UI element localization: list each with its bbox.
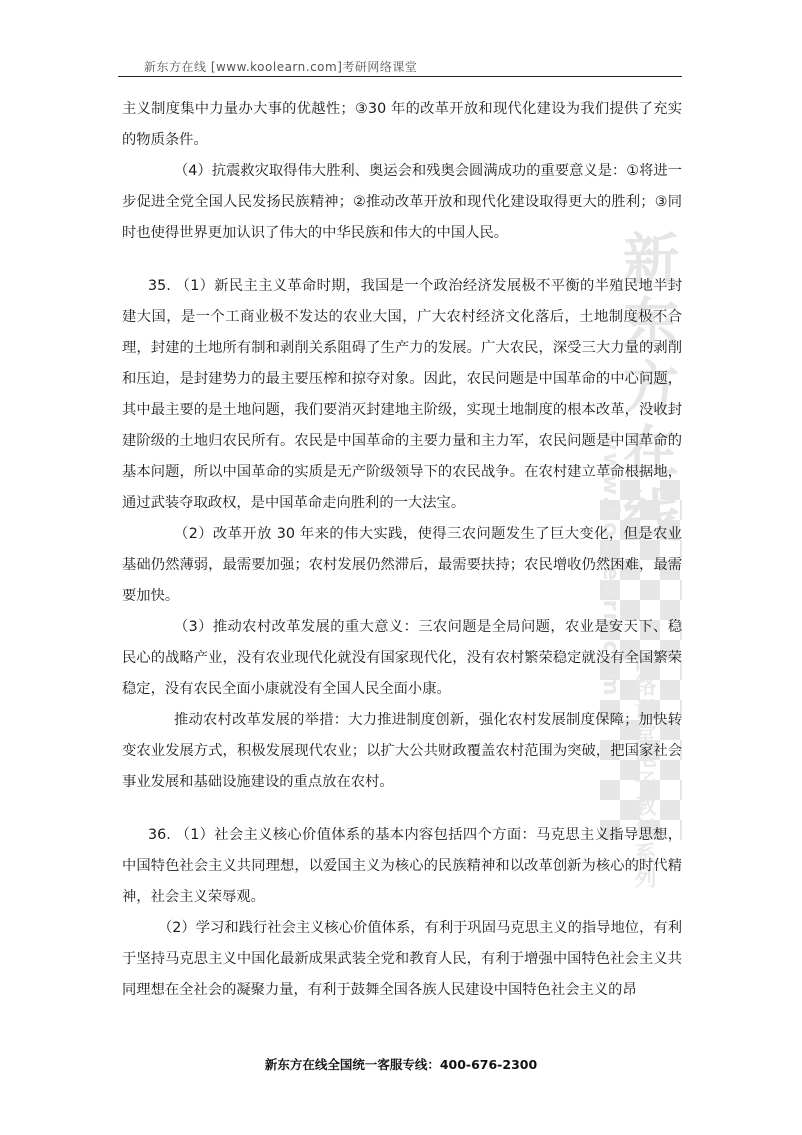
- paragraph: 推动农村改革发展的举措：大力推进制度创新，强化农村发展制度保障；加快转变农业发展方式，积极发展现代农业；以扩大公共财政覆盖农村范围为突破，把国家社会事业发展和基础设施建设的重点放在农村。: [122, 712, 682, 790]
- paragraph: （3）推动农村改革发展的重大意义：三农问题是全局问题，农业是安天下、稳民心的战略产业，没有农业现代化就没有国家现代化，没有农村繁荣稳定就没有全国繁荣稳定，没有农民全面小康就没有全国人民全面小康。: [122, 619, 682, 697]
- watermark-title: 新东方在线: [614, 230, 679, 550]
- paragraph-q35: 35. （1）新民主主义革命时期，我国是一个政治经济发展极不平衡的半殖民地半封建大国，是一个工商业极不发达的农业大国，广大农村经济文化落后，土地制度极不合理，封建的土地所有制和剥削关系阻碍了生产力的发展。广大农民，深受三大力量的剥削和压迫，是封建势力的最主要压榨和掠夺对象。因此，农民问题是中国革命的中心问题，其中最主要的是土地问题，我们要消灭封建地主阶级，实现土地制度的根本改革，没收封建阶级的土地归农民所有。农民是中国革命的主要力量和主力军，农民问题是中国革命的基本问题，所以中国革命的实质是无产阶级领导下的农民战争。在农村建立革命根据地，通过武装夺取政权，是中国革命走向胜利的一大法宝。: [122, 278, 682, 511]
- paragraph-q36: 36. （1）社会主义核心价值体系的基本内容包括四个方面：马克思主义指导思想，中国特色社会主义共同理想，以爱国主义为核心的民族精神和以改革创新为核心的时代精神，社会主义荣辱观。: [122, 827, 682, 905]
- paragraph: （2）学习和践行社会主义核心价值体系，有利于巩固马克思主义的指导地位，有利于坚持马克思主义中国化最新成果武装全党和教育人民，有利于增强中国特色社会主义共同理想在全社会的凝聚力量，有利于鼓舞全国各族人民建设中国特色社会主义的昂: [122, 920, 682, 998]
- paragraph: 主义制度集中力量办大事的优越性；③30 年的改革开放和现代化建设为我们提供了充实的物质条件。: [122, 101, 682, 148]
- document-body: [122, 94, 682, 1006]
- page-footer: 新东方在线全国统一客服专线：400-676-2300: [264, 1057, 538, 1072]
- paragraph: （2）改革开放 30 年来的伟大实践，使得三农问题发生了巨大变化，但是农业基础仍然薄弱，最需要加强；农村发展仍然滞后，最需要扶持；农民增收仍然困难，最需要加快。: [122, 526, 682, 604]
- header-text: 新东方在线 [www.koolearn.com]考研网络课堂: [144, 60, 418, 74]
- page-header: [118, 58, 682, 77]
- watermark-subtitle: 网络课堂电子教材系列: [631, 650, 656, 890]
- paragraph: （4）抗震救灾取得伟大胜利、奥运会和残奥会圆满成功的重要意义是：①将进一步促进全党全国人民发扬民族精神；②推动改革开放和现代化建设取得更大的胜利；③同时也使得世界更加认识了伟大的中华民族和伟大的中国人民。: [122, 163, 683, 241]
- watermark-url: www.koolearn.com: [598, 430, 623, 698]
